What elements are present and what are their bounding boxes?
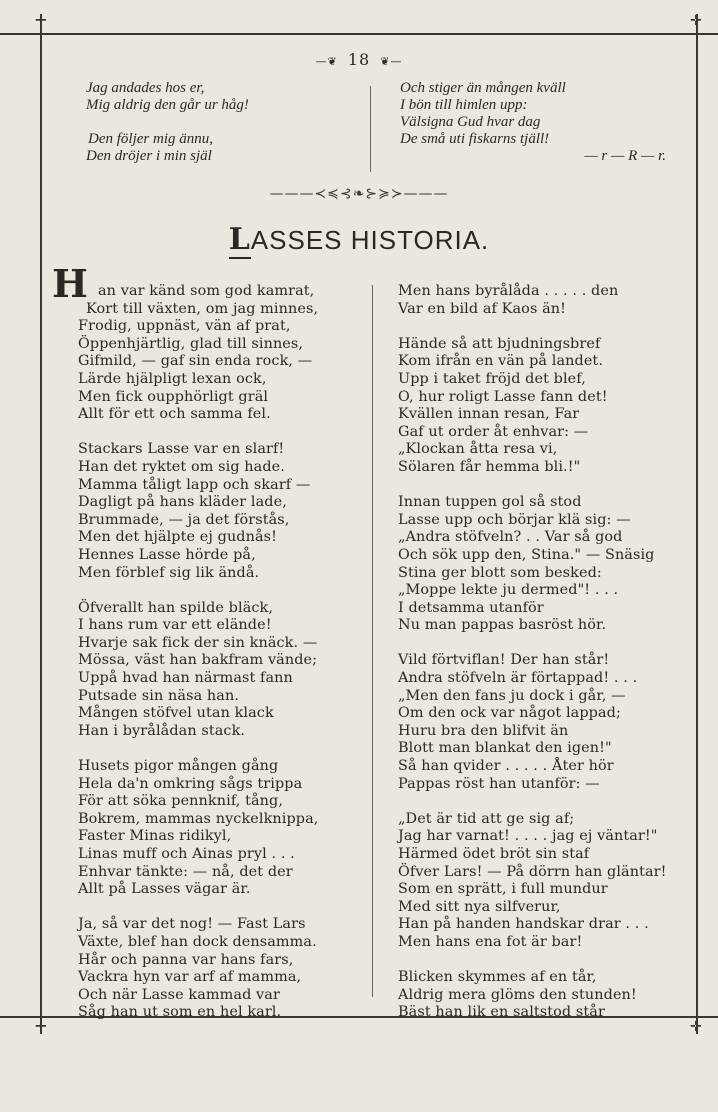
verse-line: Brummade, — ja det förstås, [78,511,290,528]
poem-line: Mig aldrig den går ur håg! [86,97,249,113]
verse-line: Härmed ödet bröt sin staf [398,846,590,862]
verse-line: Som en sprätt, i full mundur [398,881,608,898]
verse-line: Frodig, uppnäst, vän af prat, [78,318,291,335]
verse-line: Mången stöfvel utan klack [78,705,274,722]
verse-line: Blicken skymmes af en tår, [398,969,597,986]
stanza-gap [398,952,667,970]
verse-line: Stina ger blott som besked: [398,564,602,581]
verse-line: O, hur roligt Lasse fann det! [398,388,608,405]
verse-line: Med sitt nya silfverur, [398,898,561,915]
column-divider [372,285,373,997]
verse-line: Hvarje sak fick der sin knäck. — [78,634,318,651]
verse-line: Pappas röst han utanför: — [398,775,600,792]
verse-line: Öfverallt han spilde bläck, [78,599,274,616]
top-poem-divider [370,86,371,172]
verse-line: Vackra hyn var arf af mamma, [78,969,302,986]
verse-line: Kvällen innan resan, Far [398,406,580,423]
poem-line: Den följer mig ännu, [88,131,213,147]
verse-line: Öppenhjärtlig, glad till sinnes, [78,335,304,352]
verse-line: Andra stöfveln är förtappad! . . . [398,670,638,687]
verse-line: Uppå hvad han närmast fann [78,670,293,687]
verse-line: Men hans byrålåda . . . . . den [398,283,619,299]
verse-line: Vild förtviflan! Der han står! [398,652,610,669]
corner-cross-bottom-right: ✛ [690,1019,702,1035]
verse-line: Linas muff och Ainas pryl . . . [78,846,295,862]
verse-line: Och när Lasse kammad var [78,986,280,1003]
verse-line: Aldrig mera glöms den stunden! [398,986,637,1003]
top-poem-left [86,80,249,165]
stanza-gap [398,793,667,811]
verse-line: „Andra stöfveln? . . Var så god [398,529,623,546]
poem-line: Jag andades hos er, [86,80,205,96]
verse-line: För att söka pennknif, tång, [78,793,283,810]
stanza-gap [86,114,249,131]
verse-line: Faster Minas ridikyl, [78,828,232,845]
poem-line: De små uti fiskarns tjäll! [400,131,550,147]
poem-line: Och stiger än mången kväll [400,80,566,96]
verse-line: Blott man blankat den igen!" [398,740,612,757]
verse-line: „Det är tid att ge sig af; [398,810,575,827]
left-border-rule [40,14,42,1034]
verse-line: Allt på Lasses vägar är. [78,881,251,898]
verse-line: Bäst han lik en saltstod står [398,1004,605,1021]
verse-line: Husets pigor mången gång [78,758,279,775]
verse-line: Kom ifrån en vän på landet. [398,353,603,370]
verse-line: Ja, så var det nog! — Fast Lars [78,916,306,933]
verse-line: Sölaren får hemma bli.!" [398,458,581,475]
stanza-gap [78,582,318,600]
poem-line: Den dröjer i min själ [86,148,212,164]
verse-line: Jag har varnat! . . . . jag ej väntar!" [398,828,658,845]
verse-line: Om den ock var något lappad; [398,705,621,722]
poem-line: I bön till himlen upp: [400,97,528,113]
page-number-value: 18 [347,50,371,69]
stanza-gap [398,318,667,336]
verse-line: Mamma tåligt lapp och skarf — [78,476,311,493]
drop-cap: H [52,261,88,306]
verse-line: „Moppe lekte ju dermed"! . . . [398,582,619,599]
verse-line: Öfver Lars! — På dörrn han gläntar! [398,863,667,880]
verse-line: Mössa, väst han bakfram vände; [78,652,318,669]
top-poem-right [400,80,670,165]
verse-line: Bokrem, mammas nyckelknippa, [78,810,319,827]
corner-cross-top-right: ✛ [690,13,702,29]
page-number-ornament-left: —❦ [315,55,338,68]
verse-line: Dagligt på hans kläder lade, [78,494,287,511]
verse-line: Gaf ut order åt enhvar: — [398,423,589,440]
verse-line: Huru bra den blifvit än [398,722,569,739]
page-number [0,50,718,69]
verse-line: Såg han ut som en hel karl. [78,1004,282,1021]
verse-line: Nu man pappas basröst hör. [398,617,607,634]
right-column [398,283,667,1022]
verse-line: Och sök upp den, Stina." — Snäsig [398,546,655,563]
left-column [78,283,318,1022]
corner-cross-bottom-left: ✛ [35,1019,47,1035]
stanza-gap [78,740,318,758]
verse-line: Men fick oupphörligt gräl [78,388,269,405]
right-border-rule [696,14,698,1034]
verse-line: Hennes Lasse hörde på, [78,546,256,563]
verse-line: Putsade sin näsa han. [78,687,240,704]
poem-line: Välsigna Gud hvar dag [400,114,541,130]
title-text: ASSES HISTORIA. [250,225,490,255]
verse-line: Men hans ena fot är bar! [398,933,583,950]
verse-line: Lasse upp och börjar klä sig: — [398,511,631,528]
verse-line: Han det ryktet om sig hade. [78,458,285,475]
verse-line: Hår och panna var hans fars, [78,951,294,968]
stanza-gap [78,424,318,442]
verse-line: Kort till växten, om jag minnes, [86,300,319,317]
verse-line: Allt för ett och samma fel. [78,406,271,423]
verse-line: an var känd som god kamrat, [98,283,315,299]
verse-line: Men det hjälpte ej gudnås! [78,529,278,546]
verse-line: Lärde hjälpligt lexan ock, [78,370,267,387]
verse-line: Men förblef sig lik ändå. [78,564,260,581]
section-divider-ornament: ———≺≼⊰❧⊱≽≻——— [269,186,449,202]
verse-line: Växte, blef han dock densamma. [78,933,317,950]
stanza-gap [398,635,667,653]
page-title [0,222,718,257]
verse-line: Han i byrålådan stack. [78,722,246,739]
verse-line: Han på handen handskar drar . . . [398,916,649,933]
verse-line: Upp i taket fröjd det blef, [398,370,586,387]
verse-line: Enhvar tänkte: — nå, det der [78,863,293,880]
verse-line: I hans rum var ett elände! [78,617,272,634]
verse-line: Var en bild af Kaos än! [398,300,567,317]
title-initial: L [228,222,251,257]
page-number-ornament-right: ❦— [380,55,403,68]
verse-line: Innan tuppen gol så stod [398,494,582,511]
verse-line: Hände så att bjudningsbref [398,335,601,352]
verse-line: Stackars Lasse var en slarf! [78,441,285,458]
stanza-gap [78,899,318,917]
poem-signature: — r — R — r. [584,148,666,164]
verse-line: Gifmild, — gaf sin enda rock, — [78,353,313,370]
top-border-rule [0,33,718,35]
stanza-gap [398,477,667,495]
verse-line: „Klockan åtta resa vi, [398,441,558,458]
corner-cross-top-left: ✛ [35,13,47,29]
verse-line: „Men den fans ju dock i går, — [398,687,626,704]
verse-line: Hela da'n omkring sågs trippa [78,775,303,792]
verse-line: Så han qvider . . . . . Åter hör [398,758,614,775]
verse-line: I detsamma utanför [398,599,544,616]
